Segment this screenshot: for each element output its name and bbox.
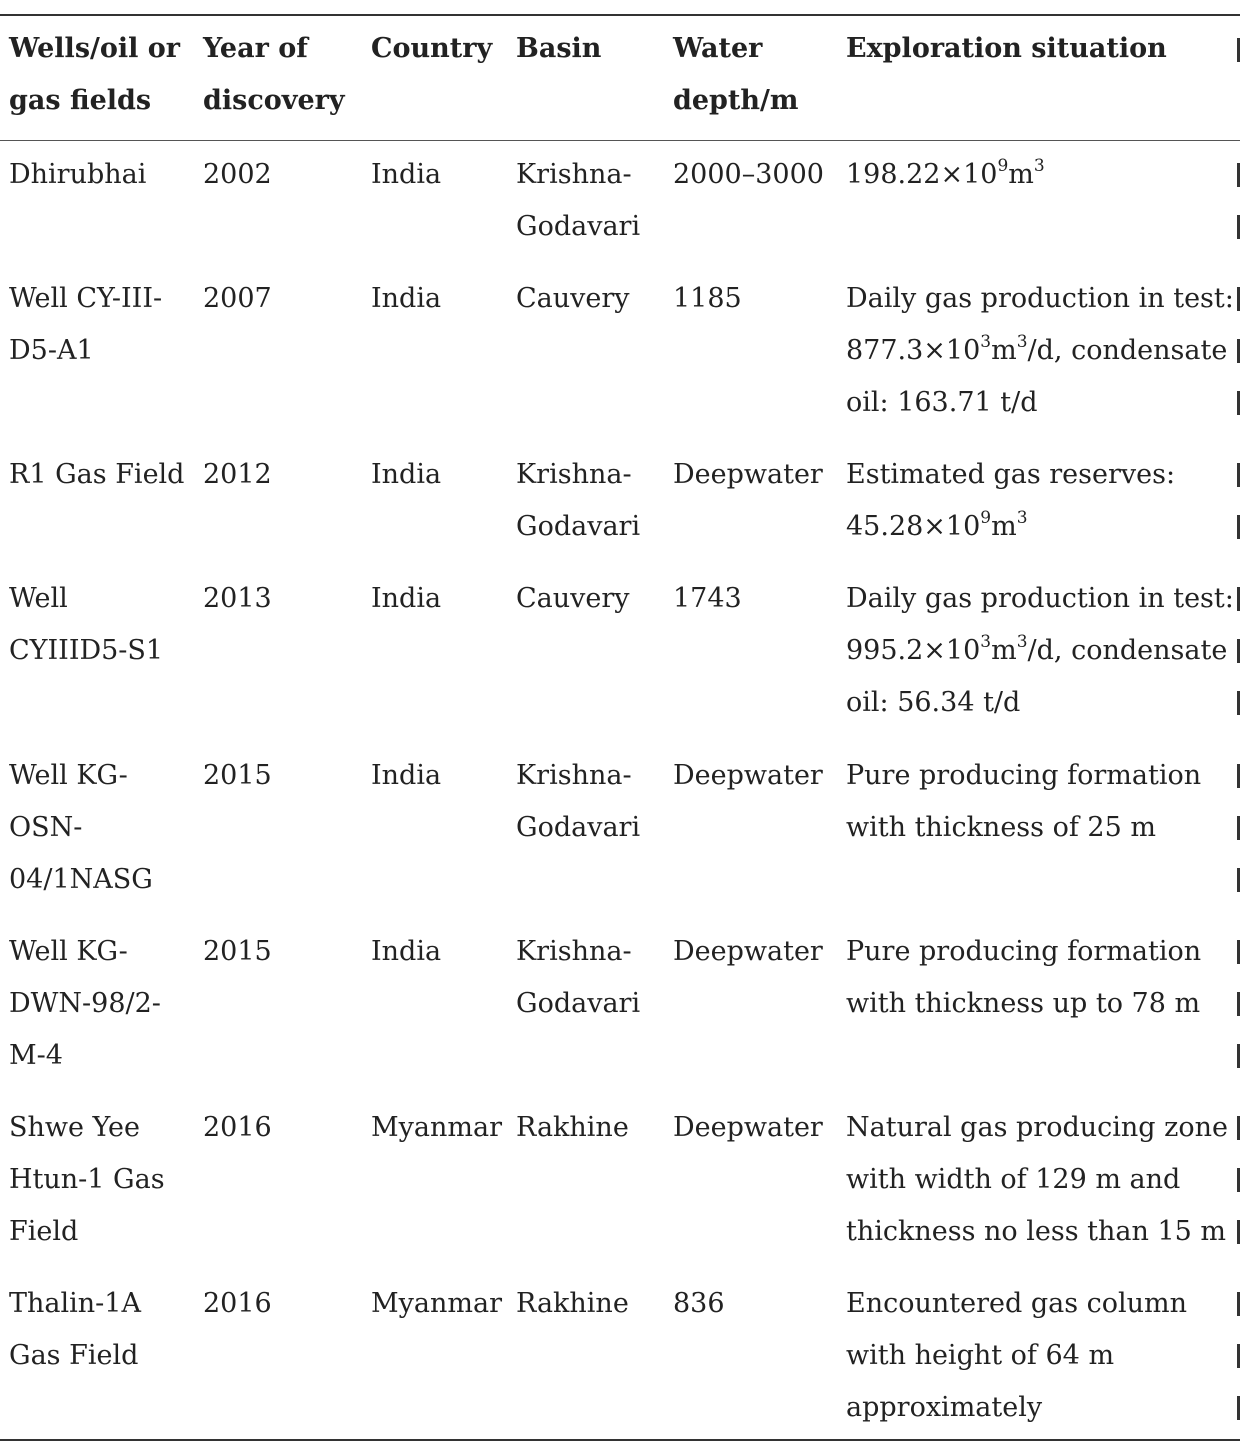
- cell-year: 2002: [203, 159, 272, 190]
- cell-country: India: [371, 583, 442, 614]
- cell-well: Well KG- DWN-98/2- M-4: [9, 936, 161, 1071]
- cell-well: Dhirubhai: [9, 159, 147, 190]
- cell-well: Well KG- OSN- 04/1NASG: [9, 760, 153, 895]
- cell-year: 2015: [203, 936, 272, 967]
- cell-water-depth: 836: [673, 1288, 725, 1319]
- cell-water-depth: Deepwater: [673, 760, 823, 791]
- cell-exploration: Encountered gas column with height of 64 m approximately: [846, 1288, 1188, 1423]
- cell-water-depth: 1185: [673, 283, 742, 314]
- cell-year: 2016: [203, 1112, 272, 1143]
- table-bottom-rule: [0, 1439, 1240, 1441]
- cell-water-depth: Deepwater: [673, 936, 823, 967]
- cell-well: Thalin-1A Gas Field: [9, 1288, 141, 1371]
- cell-country: India: [371, 936, 442, 967]
- cell-basin: Rakhine: [516, 1112, 629, 1143]
- header-bottom-rule: [0, 140, 1240, 141]
- cell-country: Myanmar: [371, 1288, 502, 1319]
- cell-basin: Rakhine: [516, 1288, 629, 1319]
- header-wells: Wells/oil or gas fields: [9, 33, 181, 116]
- cell-country: India: [371, 283, 442, 314]
- cell-basin: Cauvery: [516, 583, 630, 614]
- cell-water-depth: Deepwater: [673, 1112, 823, 1143]
- header-basin: Basin: [516, 33, 602, 64]
- cell-well: Well CYIIID5-S1: [9, 583, 164, 666]
- cell-exploration: Daily gas production in test: $877.3\times 10^3m^3/d$, condensate oil: 163.71 t/d: [846, 283, 1234, 418]
- cell-well: R1 Gas Field: [9, 459, 185, 490]
- cell-year: 2007: [203, 283, 272, 314]
- cell-country: India: [371, 159, 442, 190]
- cell-basin: Cauvery: [516, 283, 630, 314]
- cell-exploration: $198.22\times 10^9m^3$: [846, 156, 1045, 190]
- cell-exploration: Estimated gas reserves: $45.28\times 10^9m^3$: [846, 459, 1176, 542]
- header-water-depth: Water depth/m: [673, 33, 799, 116]
- cell-well: Well CY-III- D5-A1: [9, 283, 163, 366]
- cell-year: 2013: [203, 583, 272, 614]
- cell-basin: Krishna- Godavari: [516, 936, 641, 1019]
- table-top-rule: [0, 14, 1240, 16]
- header-year: Year of discovery: [203, 33, 345, 116]
- cell-exploration: Pure producing formation with thickness of 25 m: [846, 760, 1202, 843]
- cell-well: Shwe Yee Htun-1 Gas Field: [9, 1112, 165, 1247]
- cell-exploration: Natural gas producing zone with width of 129 m and thickness no less than 15 m: [846, 1112, 1228, 1247]
- cell-exploration: Daily gas production in test: $995.2\times 10^3m^3/d$, condensate oil: 56.34 t/d: [846, 583, 1234, 718]
- cell-basin: Krishna- Godavari: [516, 760, 641, 843]
- cell-water-depth: 1743: [673, 583, 742, 614]
- header-exploration: Exploration situation: [846, 33, 1167, 64]
- cell-country: Myanmar: [371, 1112, 502, 1143]
- cell-country: India: [371, 760, 442, 791]
- cell-country: India: [371, 459, 442, 490]
- cell-year: 2012: [203, 459, 272, 490]
- cell-exploration: Pure producing formation with thickness up to 78 m: [846, 936, 1202, 1019]
- cell-water-depth: Deepwater: [673, 459, 823, 490]
- cell-year: 2015: [203, 760, 272, 791]
- cell-water-depth: 2000–3000: [673, 159, 824, 190]
- header-country: Country: [371, 33, 493, 64]
- cell-basin: Krishna- Godavari: [516, 459, 641, 542]
- cell-basin: Krishna- Godavari: [516, 159, 641, 242]
- cell-year: 2016: [203, 1288, 272, 1319]
